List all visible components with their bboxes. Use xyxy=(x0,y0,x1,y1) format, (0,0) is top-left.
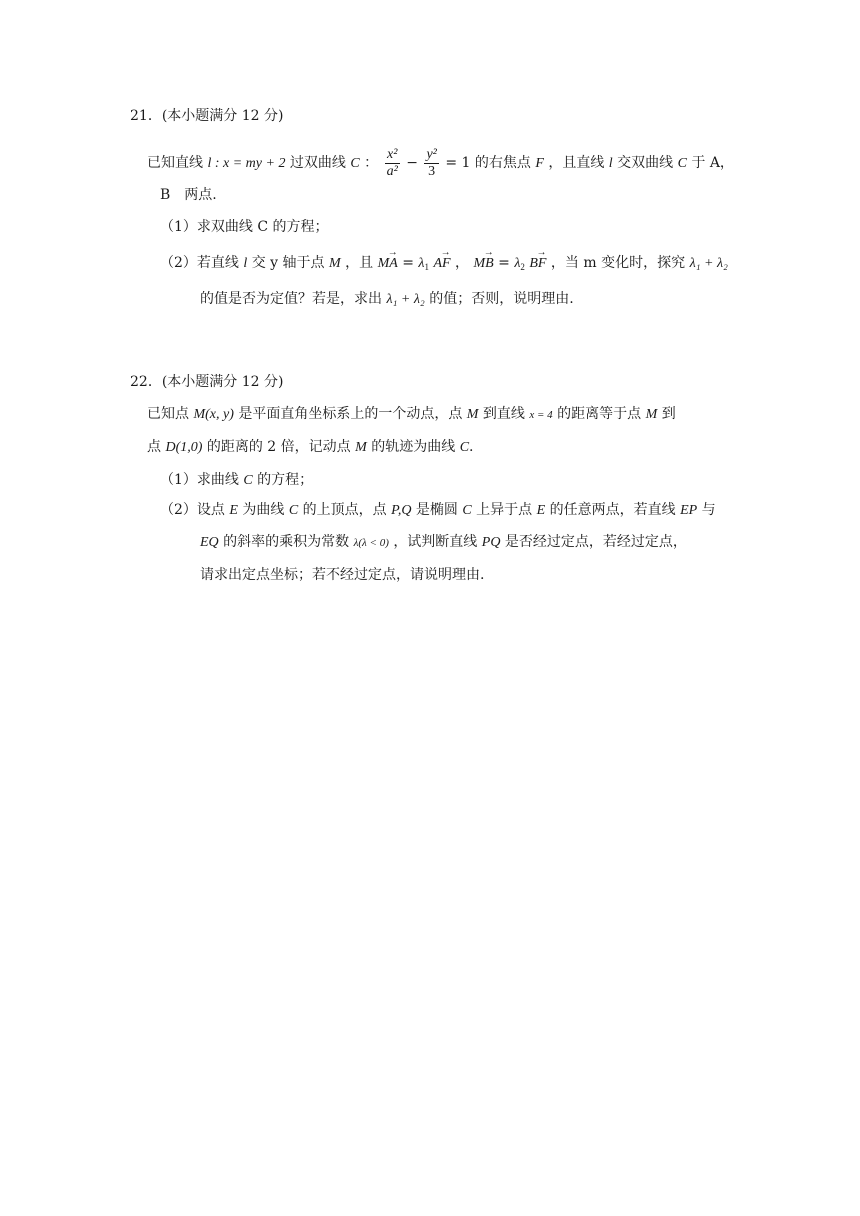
q22-part1 xyxy=(160,471,313,490)
q21-frac2-num: y² xyxy=(426,146,437,162)
q22-part2-b: 为曲线 xyxy=(242,502,285,518)
q21-vector-ma: → MA xyxy=(378,255,398,273)
q21-intro-f: 交双曲线 xyxy=(617,155,674,171)
q21-sum-expr-2: λ₁ + λ₂ xyxy=(386,292,425,307)
q22-part2-h: 与 xyxy=(701,502,716,518)
q21-part1: （1）求双曲线 C 的方程； xyxy=(160,219,329,235)
q22-lambda: λ(λ < 0) xyxy=(353,537,389,549)
q21-curve-c: C xyxy=(350,156,360,171)
q22-m-1: M xyxy=(466,407,479,422)
q21-line-l: l xyxy=(608,156,613,171)
q22-part2-c2: C xyxy=(462,503,472,518)
q21-header: 21．(本小题满分 12 分) xyxy=(130,108,284,124)
q21-part2-line2-b: 的值；否则，说明理由. xyxy=(429,291,574,307)
q21-frac2-den: 3 xyxy=(428,163,436,179)
q21-intro-b: 过双曲线 xyxy=(289,155,346,171)
q22-l2-end: . xyxy=(469,439,474,455)
q21-fraction-x2-a2 xyxy=(385,147,400,180)
q21-part2-c: ，且 xyxy=(345,255,374,271)
q21-intro-e: ，且直线 xyxy=(548,155,605,171)
q21-intro-line xyxy=(147,143,734,183)
q22-part2-c1: C xyxy=(288,503,299,518)
q22-part2-g: 的任意两点，若直线 xyxy=(549,502,676,518)
q22-curve-c: C xyxy=(459,440,470,455)
q21-part2-line1: （2）若直线 l 交 y 轴于点 M ，且 → MA = $\lambda_1$ → AF ， → MB = $\lambda_2$ → BF ，当 m 变化时，探究 λ₁ + λ₂ xyxy=(160,254,728,276)
q21-part2-e: ，当 m 变化时，探究 xyxy=(550,255,686,271)
q22-l1-d: 的距离等于点 xyxy=(557,406,642,422)
q22-part1-c: C xyxy=(243,473,253,488)
q21-sum-expr: λ₁ + λ₂ xyxy=(689,256,728,271)
q21-intro-d: 的右焦点 xyxy=(474,155,531,171)
q22-point-e: E xyxy=(229,503,238,518)
q22-part2-a: （2）设点 xyxy=(160,502,225,518)
q22-l1-c: 到直线 xyxy=(482,406,525,422)
q22-point-e-2: E xyxy=(536,503,546,518)
q22-m-3: M xyxy=(355,440,367,455)
q22-l2-a: 点 xyxy=(147,439,161,455)
q21-lambda2: $\lambda_2$ xyxy=(514,256,525,272)
q21-part2-b: 交 y 轴于点 xyxy=(251,255,325,271)
q22-line-pq: PQ xyxy=(481,535,501,550)
q21-focus-f: F xyxy=(535,156,544,171)
q21-minus: − xyxy=(406,155,418,171)
q21-vector-mb: → MB xyxy=(473,255,493,273)
q21-part2-line2-a: 的值是否为定值？若是，求出 xyxy=(200,291,382,307)
q22-line-x4: x = 4 xyxy=(529,409,553,421)
q22-part2-line3: 请求出定点坐标；若不经过定点，请说明理由. xyxy=(200,567,485,583)
q21-line-equation: l : x = my + 2 xyxy=(207,156,286,171)
q22-part2-c: 的上顶点，点 xyxy=(302,502,387,518)
q21-part2-line2 xyxy=(200,290,574,309)
q22-l2b-c: 是否经过定点，若经过定点， xyxy=(504,534,687,550)
q22-line2 xyxy=(147,438,473,457)
q21-frac1-num: x² xyxy=(385,147,400,164)
q22-part2-f: 上异于点 xyxy=(476,502,533,518)
q21-line2: B 两点. xyxy=(160,187,217,203)
q22-l1-e: 到 xyxy=(661,406,676,422)
q21-part2-a: （2）若直线 xyxy=(160,255,239,271)
q21-fraction-y2-3 xyxy=(424,147,438,180)
q22-line1 xyxy=(147,405,676,424)
q22-part1-b: 的方程； xyxy=(257,472,314,488)
q22-point-d: D(1,0) xyxy=(165,440,203,455)
q22-line-ep: EP xyxy=(680,503,698,518)
q22-part2-d: 是椭圆 xyxy=(415,502,458,518)
q21-point-m: M xyxy=(328,256,341,271)
q22-line-eq: EQ xyxy=(200,535,219,550)
q21-lambda1: $\lambda_1$ xyxy=(418,256,429,272)
q22-header: 22．(本小题满分 12 分) xyxy=(130,374,284,390)
q22-points-pq: P,Q xyxy=(391,503,412,518)
q22-l1-b: 是平面直角坐标系上的一个动点，点 xyxy=(238,406,463,422)
q22-l2b-b: ，试判断直线 xyxy=(393,534,478,550)
q22-point-m-xy: M(x, y) xyxy=(193,407,234,422)
q21-intro-a: 已知直线 xyxy=(147,155,203,171)
q21-intro-c: ： xyxy=(364,155,379,171)
q21-equals-one: = 1 xyxy=(445,155,471,171)
q22-l2-b: 的距离的 2 倍，记动点 xyxy=(206,439,351,455)
q21-intro-g: 于 A， xyxy=(691,155,734,171)
q21-curve-c-2: C xyxy=(677,156,687,171)
q22-part1-a: （1）求曲线 xyxy=(160,472,239,488)
q22-part2-line1 xyxy=(160,501,716,520)
q21-frac1-den: a² xyxy=(386,163,398,179)
q21-part2-l: l xyxy=(243,256,248,271)
q22-l2b-a: 的斜率的乘积为常数 xyxy=(223,534,350,550)
q22-part2-line2 xyxy=(200,533,687,552)
q21-vector-af: → AF xyxy=(433,255,450,273)
q21-part2-d: ， xyxy=(455,255,470,271)
q22-l2-c: 的轨迹为曲线 xyxy=(371,439,456,455)
q22-l1-a: 已知点 xyxy=(147,406,189,422)
q21-vector-bf: → BF xyxy=(529,255,546,273)
q22-m-2: M xyxy=(645,407,658,422)
